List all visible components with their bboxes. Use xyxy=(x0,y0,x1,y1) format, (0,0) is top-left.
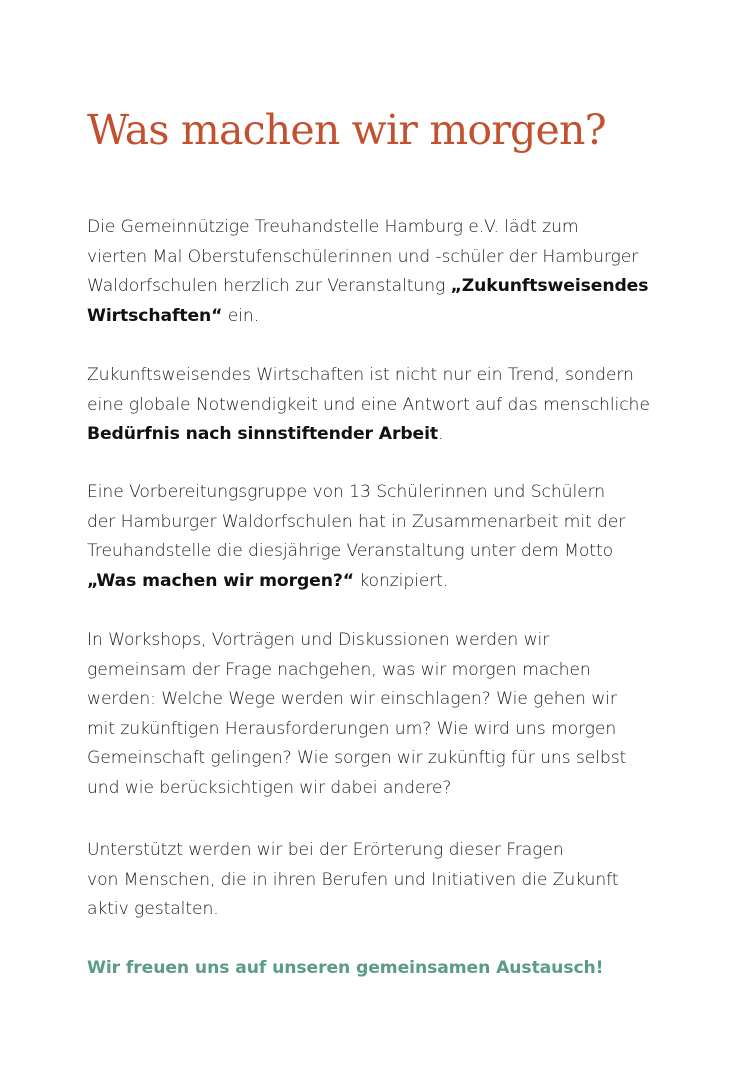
text-line xyxy=(87,567,625,597)
text-line: Die Gemeinnützige Treuhandstelle Hamburg e.V. lädt zum xyxy=(87,217,579,237)
text-line xyxy=(87,302,648,332)
text-line: Eine Vorbereitungsgruppe von 13 Schülerinnen und Schülern xyxy=(87,482,606,502)
text-segment: . xyxy=(438,424,444,444)
text-line: Zukunftsweisendes Wirtschaften ist nicht nur ein Trend, sondern xyxy=(87,365,634,385)
event-name-emphasis: „Zukunftsweisendes xyxy=(450,276,649,296)
support-paragraph xyxy=(87,836,618,925)
text-line xyxy=(87,272,648,302)
text-line: Unterstützt werden wir bei der Erörterung dieser Fragen xyxy=(87,840,564,860)
text-line: vierten Mal Oberstufenschülerinnen und -schüler der Hamburger xyxy=(87,246,639,267)
text-line: mit zukünftigen Herausforderungen um? Wie wird uns morgen xyxy=(87,718,617,739)
text-line: Gemeinschaft gelingen? Wie sorgen wir zukünftig für uns selbst xyxy=(87,748,627,768)
workshops-paragraph xyxy=(87,626,626,803)
text-line: eine globale Notwendigkeit und eine Antwort auf das menschliche xyxy=(87,394,650,415)
text-segment: ein. xyxy=(222,305,260,326)
document-page xyxy=(87,100,687,978)
text-line: Treuhandstelle die diesjährige Veranstaltung unter dem Motto xyxy=(87,541,613,561)
text-line: von Menschen, die in ihren Berufen und Initiativen die Zukunft xyxy=(87,869,619,890)
motto-emphasis: „Was machen wir morgen?“ xyxy=(87,570,354,591)
page-title: Was machen wir morgen? xyxy=(87,106,606,154)
intro-paragraph xyxy=(87,213,648,331)
preparation-paragraph xyxy=(87,478,625,596)
need-emphasis: Bedürfnis nach sinnstiftender Arbeit xyxy=(87,424,439,444)
text-line: gemeinsam der Frage nachgehen, was wir morgen machen xyxy=(87,659,591,680)
purpose-paragraph xyxy=(87,361,650,450)
text-line: der Hamburger Waldorfschulen hat in Zusammenarbeit mit der xyxy=(87,511,626,532)
text-segment: konzipiert. xyxy=(353,570,449,591)
text-line: werden: Welche Wege werden wir einschlagen? Wie gehen wir xyxy=(87,689,617,709)
event-name-emphasis: Wirtschaften“ xyxy=(87,305,223,326)
text-segment: Waldorfschulen herzlich zur Veranstaltung xyxy=(87,276,451,296)
text-line: aktiv gestalten. xyxy=(87,899,219,919)
text-line: In Workshops, Vorträgen und Diskussionen werden wir xyxy=(87,630,550,650)
closing-statement: Wir freuen uns auf unseren gemeinsamen Austausch! xyxy=(87,958,604,978)
text-line: und wie berücksichtigen wir dabei andere? xyxy=(87,777,452,798)
text-line xyxy=(87,420,650,450)
